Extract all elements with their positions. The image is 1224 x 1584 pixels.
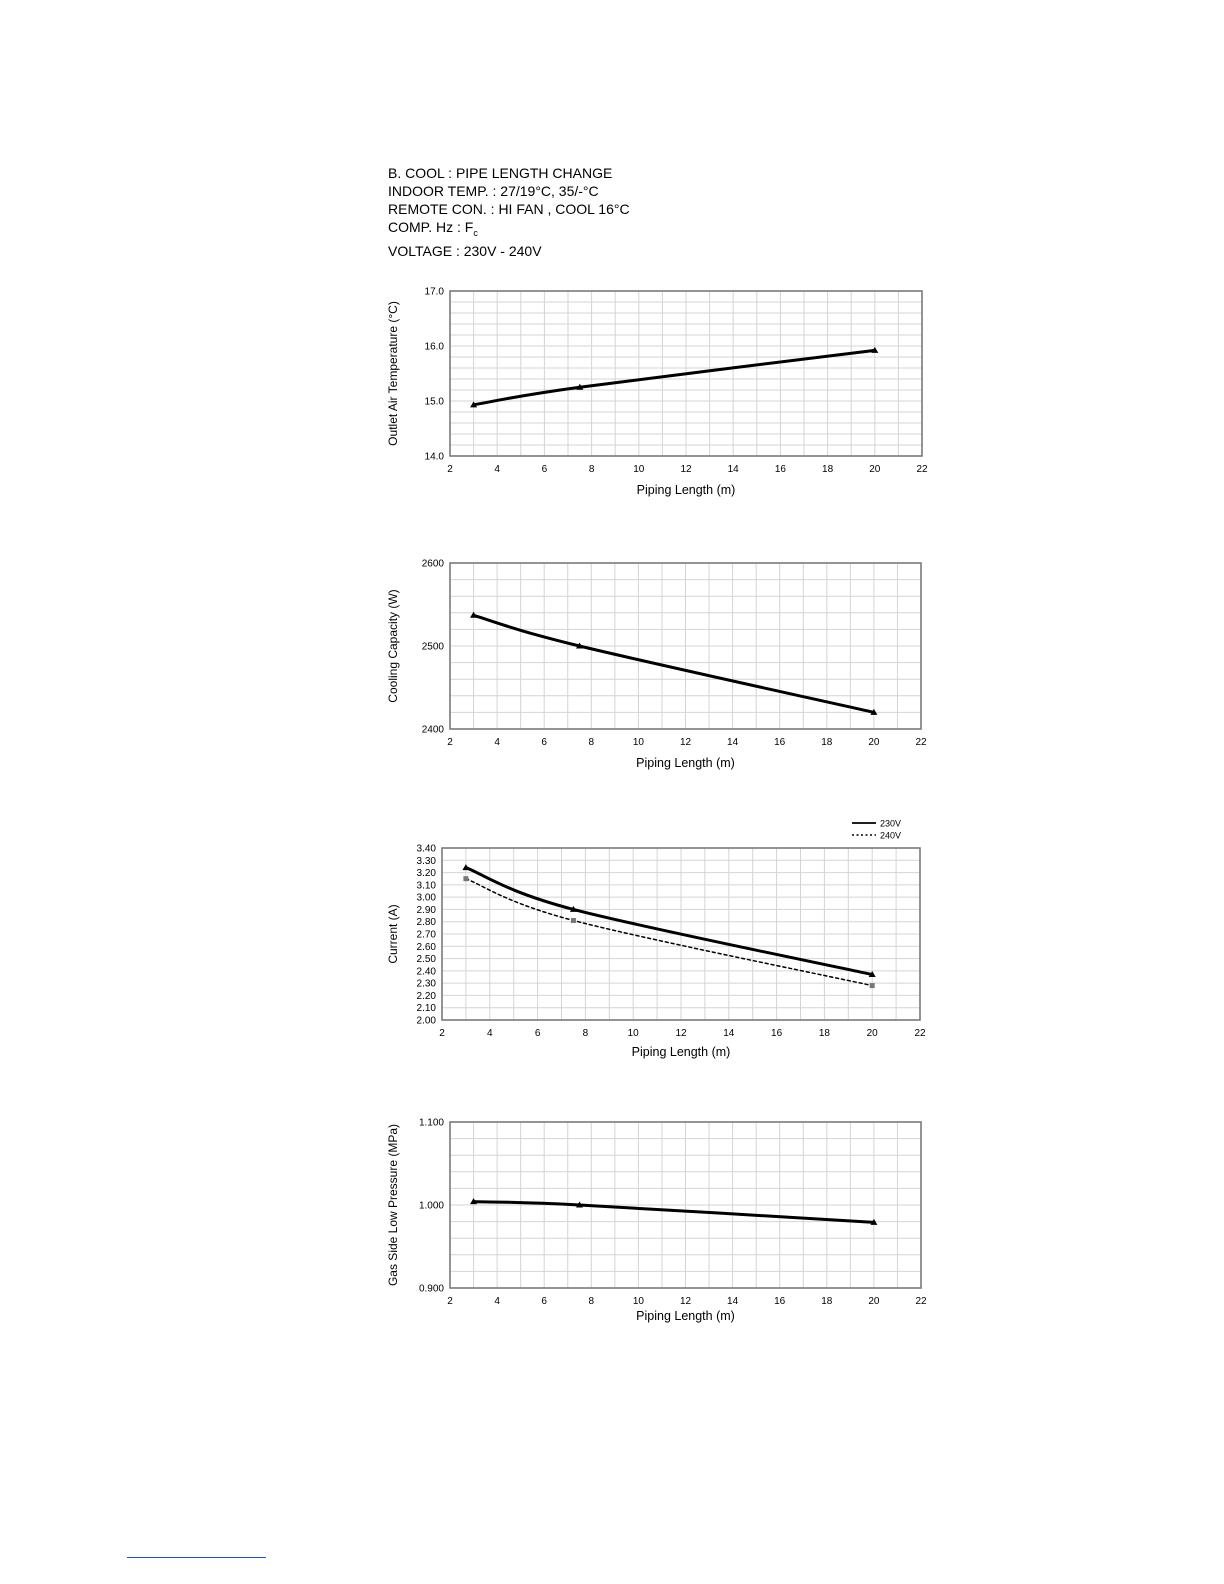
y-tick-label: 3.20 — [416, 868, 436, 880]
x-tick-label: 18 — [821, 737, 833, 748]
x-tick-label: 4 — [494, 1296, 500, 1307]
x-tick-label: 4 — [487, 1028, 493, 1039]
y-tick-label: 2.40 — [416, 966, 436, 978]
x-axis-label: Piping Length (m) — [636, 483, 736, 497]
legend-label: 230V — [880, 818, 902, 829]
x-tick-label: 12 — [680, 464, 692, 475]
test-conditions-header — [388, 164, 630, 260]
x-tick-label: 12 — [679, 737, 692, 748]
x-tick-label: 20 — [868, 737, 880, 748]
x-tick-label: 18 — [818, 1028, 830, 1039]
x-tick-label: 8 — [588, 464, 595, 475]
y-tick-label: 1.100 — [418, 1117, 444, 1129]
header-title: B. COOL : PIPE LENGTH CHANGE — [388, 165, 613, 181]
x-tick-label: 22 — [915, 737, 927, 748]
x-axis-label: Piping Length (m) — [636, 1309, 735, 1323]
y-tick-label: 2.50 — [416, 954, 436, 966]
x-tick-label: 8 — [588, 737, 595, 748]
current-chart — [380, 815, 940, 1075]
chart-svg — [380, 815, 940, 1075]
x-tick-label: 2 — [447, 1296, 453, 1307]
x-tick-label: 14 — [727, 1296, 739, 1307]
y-tick-label: 2.30 — [416, 978, 436, 990]
x-tick-label: 8 — [588, 1296, 595, 1307]
x-tick-label: 4 — [494, 737, 500, 748]
gas-side-low-pressure-chart — [380, 1112, 940, 1337]
x-tick-label: 2 — [447, 464, 453, 475]
x-tick-label: 8 — [582, 1028, 589, 1039]
y-tick-label: 17.0 — [424, 286, 444, 298]
header-remote-con: REMOTE CON. : HI FAN , COOL 16°C — [388, 201, 630, 217]
header-indoor-temp: INDOOR TEMP. : 27/19°C, 35/-°C — [388, 183, 599, 199]
x-tick-label: 2 — [447, 737, 453, 748]
x-axis-label: Piping Length (m) — [636, 756, 735, 770]
data-point-marker — [571, 918, 576, 923]
y-tick-label: 2.20 — [416, 990, 436, 1002]
y-axis-label: Gas Side Low Pressure (MPa) — [386, 1123, 400, 1287]
y-tick-label: 2.60 — [416, 941, 436, 953]
data-point-marker — [870, 983, 875, 988]
outlet-air-temperature-chart — [380, 282, 940, 512]
x-tick-label: 20 — [866, 1028, 878, 1039]
header-comp-hz-subscript: c — [473, 227, 478, 238]
y-tick-label: 2600 — [421, 558, 444, 570]
y-tick-label: 2400 — [421, 724, 444, 736]
y-tick-label: 16.0 — [424, 341, 444, 353]
y-tick-label: 2.90 — [416, 904, 436, 916]
x-tick-label: 2 — [439, 1028, 445, 1039]
x-tick-label: 16 — [774, 1296, 786, 1307]
y-tick-label: 2.80 — [416, 917, 436, 929]
x-tick-label: 14 — [727, 464, 739, 475]
x-tick-label: 22 — [914, 1028, 926, 1039]
y-axis-label: Outlet Air Temperature (°C) — [386, 301, 400, 446]
chart-svg — [380, 554, 940, 784]
y-tick-label: 14.0 — [424, 451, 444, 463]
x-tick-label: 10 — [633, 464, 645, 475]
x-tick-label: 10 — [632, 1296, 644, 1307]
x-tick-label: 16 — [774, 737, 786, 748]
x-tick-label: 22 — [915, 1296, 927, 1307]
y-axis-label: Current (A) — [386, 904, 400, 964]
y-tick-label: 3.40 — [416, 843, 436, 855]
x-tick-label: 6 — [541, 464, 548, 475]
x-tick-label: 10 — [632, 737, 644, 748]
y-tick-label: 2.70 — [416, 929, 436, 941]
x-tick-label: 22 — [916, 464, 928, 475]
chart-svg — [380, 1112, 940, 1337]
y-tick-label: 2.00 — [416, 1015, 436, 1027]
x-tick-label: 20 — [869, 464, 881, 475]
series-line-0 — [474, 350, 875, 404]
y-tick-label: 2.10 — [416, 1003, 436, 1015]
y-tick-label: 2500 — [421, 641, 444, 653]
grid — [450, 563, 921, 729]
x-tick-label: 6 — [541, 737, 547, 748]
chart-svg — [380, 282, 940, 512]
y-tick-label: 15.0 — [424, 396, 444, 408]
x-tick-label: 6 — [541, 1296, 547, 1307]
x-tick-label: 12 — [679, 1296, 692, 1307]
header-comp-hz-text: COMP. Hz : F — [388, 219, 474, 235]
y-tick-label: 3.10 — [416, 880, 436, 892]
y-tick-label: 3.00 — [416, 892, 436, 904]
y-tick-label: 1.000 — [418, 1200, 444, 1212]
x-tick-label: 16 — [771, 1028, 783, 1039]
x-tick-label: 14 — [727, 737, 739, 748]
legend-label: 240V — [880, 830, 902, 841]
y-tick-label: 3.30 — [416, 855, 436, 867]
x-tick-label: 20 — [868, 1296, 880, 1307]
x-tick-label: 10 — [627, 1028, 639, 1039]
x-tick-label: 18 — [822, 464, 834, 475]
x-tick-label: 6 — [534, 1028, 541, 1039]
x-tick-label: 18 — [821, 1296, 833, 1307]
footer-rule — [127, 1557, 266, 1558]
cooling-capacity-chart — [380, 554, 940, 784]
y-axis-label: Cooling Capacity (W) — [386, 589, 400, 703]
y-tick-label: 0.900 — [418, 1283, 444, 1295]
data-point-marker — [463, 876, 468, 881]
x-axis-label: Piping Length (m) — [631, 1045, 731, 1059]
header-voltage: VOLTAGE : 230V - 240V — [388, 242, 542, 259]
x-tick-label: 12 — [675, 1028, 687, 1039]
x-tick-label: 16 — [774, 464, 786, 475]
header-comp-hz — [388, 218, 630, 242]
x-tick-label: 14 — [723, 1028, 735, 1039]
x-tick-label: 4 — [494, 464, 500, 475]
grid — [450, 1122, 921, 1288]
